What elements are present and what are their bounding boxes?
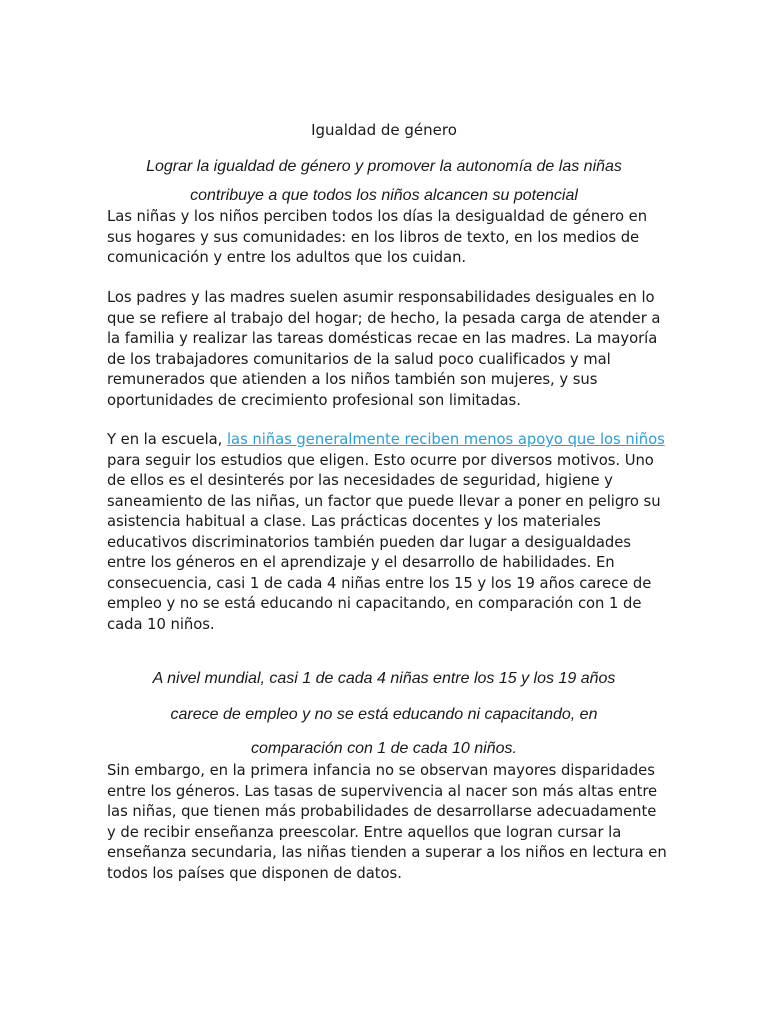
highlight-quote-line-3: comparación con 1 de cada 10 niños. [251, 740, 517, 757]
paragraph-1: Las niñas y los niños perciben todos los días la desigualdad de género en sus hogares y sus comunidades: en los libros de texto, en los medios de comunicación y entre los adultos que los cuidan. [107, 208, 648, 266]
highlight-quote-line-1: A nivel mundial, casi 1 de cada 4 niñas entre los 15 y los 19 años [152, 670, 616, 687]
highlight-quote-line-2: carece de empleo y no se está educando ni capacitando, en [170, 706, 598, 723]
paragraph-3-intro: Y en la escuela, [107, 431, 227, 448]
support-gap-link[interactable]: las niñas generalmente reciben menos apoyo que los niños [226, 431, 665, 448]
subtitle-line-1: Lograr la igualdad de género y promover la autonomía de las niñas [146, 158, 622, 175]
subtitle-line-2: contribuye a que todos los niños alcancen su potencial [190, 187, 578, 204]
document-title: Igualdad de género [311, 121, 457, 139]
paragraph-4: Sin embargo, en la primera infancia no se observan mayores disparidades entre los géneros. Las tasas de supervivencia al nacer son más altas entre las niñas, que tienen más probabilidades de desarrollarse adecuadamente y de recibir enseñanza preescolar. Entre aquellos que logran cursar la enseñanza secundaria, las niñas tienden a superar a los niños en lectura en todos los países que disponen de datos. [107, 762, 667, 882]
paragraph-3 [107, 430, 667, 635]
paragraph-2: Los padres y las madres suelen asumir responsabilidades desiguales en lo que se refiere al trabajo del hogar; de hecho, la pesada carga de atender a la familia y realizar las tareas domésticas recae en las madres. La mayoría de los trabajadores comunitarios de la salud poco cualificados y mal remunerados que atienden a los niños también son mujeres, y sus oportunidades de crecimiento profesional son limitadas. [107, 289, 661, 409]
paragraph-3-rest: para seguir los estudios que eligen. Esto ocurre por diversos motivos. Uno de ellos es el desinterés por las necesidades de seguridad, higiene y saneamiento de las niñas, un factor que puede llevar a poner en peligro su asistencia habitual a clase. Las prácticas docentes y los materiales educativos discriminatorios también pueden dar lugar a desigualdades entre los géneros en el aprendizaje y el desarrollo de habilidades. En consecuencia, casi 1 de cada 4 niñas entre los 15 y los 19 años carece de empleo y no se está educando ni capacitando, en comparación con 1 de cada 10 niños. [107, 451, 661, 633]
